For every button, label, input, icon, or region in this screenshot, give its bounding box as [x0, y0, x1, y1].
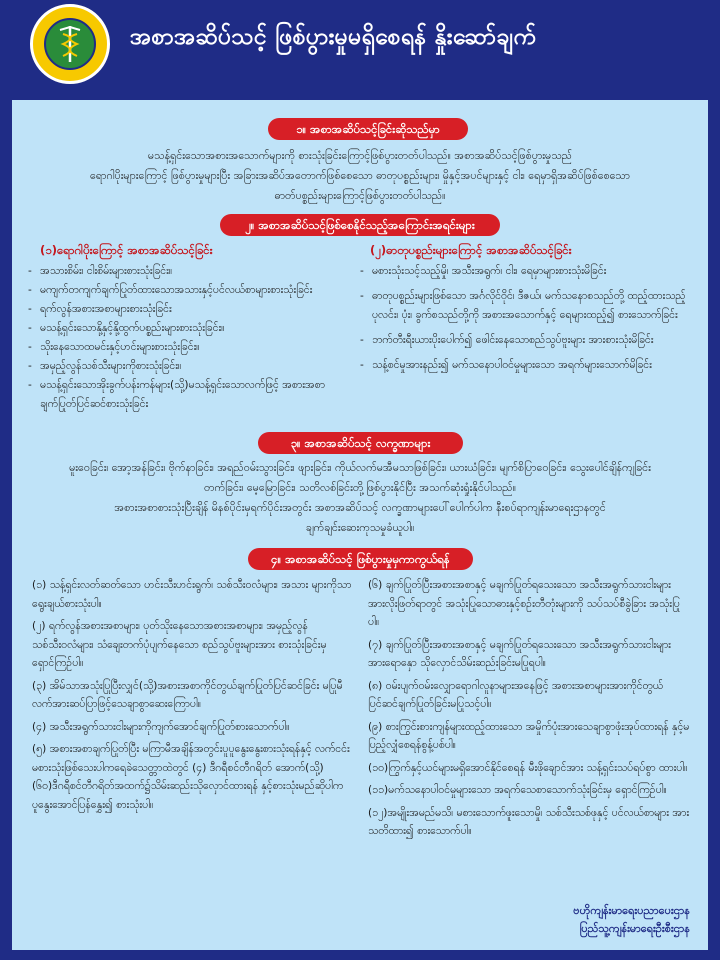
- list-item: - မကျက်တကျက်ချက်ပြုတ်ထားသောအသားနှင့်ပင်လယ်စာများစားသုံးခြင်း: [28, 281, 348, 300]
- footer-issuer: ဗဟိုကျန်းမာရေးပညာပေးဌာန: [573, 904, 690, 917]
- list-item: - မသန့်ရှင်းသောအိုးခွက်ပန်းကန်များ(သို့)မသန့်ရှင်းသောလက်ဖြင့် အစားအစာချက်ပြုတ်ပြင်ဆင်စားသုံးခြင်း: [28, 376, 348, 414]
- symptoms-line: အစားအစာစားသုံးပြီးချိန် မိနစ်ပိုင်းမှရက်ပိုင်းအတွင်း အစာအဆိပ်သင့် လက္ခဏာများပေါ်ပေါက်ပါက နီးစပ်ရာကျန်းမာရေးဌာနတွင်: [114, 501, 606, 514]
- column-heading-pathogen: (၁)ရောဂါပိုးကြောင့် အစာအဆိပ်သင့်ခြင်း: [40, 243, 213, 257]
- list-item: (၈) ဝမ်းပျက်ဝမ်းလျှောရောဂါလူနာများအနေဖြင့် အစားအစာများအားကိုင်တွယ် ပြင်ဆင်ချက်ပြုတ်ခြင်းမပြုသင့်ပါ။: [368, 679, 664, 710]
- list-item: (၆) ချက်ပြုတ်ပြီးအစားအစာနှင့် မချက်ပြုတ်ရသေးသော အသီးအရွက်သားငါးများ အားလိုးဖြတ်ရာတွင် အသုံးပြုသောဓားနှင့်စဉ်းတီတုံးများကို သပ်သပ်စီခွဲခြား အသုံးပြုပါ။: [368, 579, 680, 628]
- prevention-list-right: [368, 576, 690, 845]
- footer-department: ပြည်သူ့ကျန်းမာရေးဦးစီးဌာန: [579, 922, 690, 935]
- list-item: (၂) ရက်လွန်အစားအစာများ၊ ပုတ်သိုးနေသောအစားအစာများ၊ အမှည့်လွန် သစ်သီးဝလံများ၊ သံချေးတက်ပုံပျက်နေသော စည်သွပ်ဗူးများအား စားသုံးခြင်းမှရှောင်ကြဉ်ပါ။: [32, 620, 327, 669]
- list-item: - သန့်စင်မှုအားနည်း၍ မက်သနောပါဝင်မှုများသော အရက်များသောက်မိခြင်း: [360, 356, 690, 375]
- section-heading-definition: ၁။ အစာအဆိပ်သင့်ခြင်းဆိုသည်မှာ: [268, 118, 468, 140]
- list-item: - မသန့်ရှင်းသောနို့နှင့်နို့ထွက်ပစ္စည်းများစားသုံးခြင်း။: [28, 319, 348, 338]
- symptoms-paragraph: [30, 458, 690, 538]
- prevention-list-left: [32, 576, 352, 818]
- list-item: (၁၁)မက်သနောပါဝင်မှုများသော အရက်သေစာသောက်သုံးခြင်းမှ ရှောင်ကြဉ်ပါ။: [368, 784, 667, 796]
- header: [0, 0, 720, 90]
- caduceus-emblem-icon: [44, 18, 96, 70]
- ministry-logo: [30, 4, 110, 84]
- page-title: အစာအဆိပ်သင့် ဖြစ်ပွားမှုမရှိစေရန် နှိုးဆော်ချက်: [130, 24, 537, 50]
- definition-line: မသန့်ရှင်းသောအစားအသောက်များကို စားသုံးခြင်းကြောင့်ဖြစ်ပွားတတ်ပါသည်။ အစာအဆိပ်သင့်ဖြစ်ပွားမှုသည်: [147, 149, 573, 162]
- pathogen-cause-list: [28, 262, 348, 414]
- list-item: - အမှည့်လွန်သစ်သီးများကိုစားသုံးခြင်း။: [28, 357, 348, 376]
- symptoms-line: တက်ခြင်း၊ မေ့မြောခြင်း၊ သတိလစ်ခြင်းတို့ဖြစ်ပွားနိုင်ပြီး အသက်ဆုံးရှုံးနိုင်ပါသည်။: [203, 481, 516, 494]
- symptoms-line: ချက်ချင်းဆေးကုသမှုခံယူပါ။: [305, 521, 415, 534]
- section-heading-prevention: ၄။ အစာအဆိပ်သင့် ဖြစ်ပွားမှုမှကာကွယ်ရန်: [248, 548, 473, 570]
- list-item: - ဘက်တီးရီးယားပိုးပေါက်၍ ဖေါင်းနေသောစည်သွပ်ဗူးများ အားစားသုံးမိခြင်း: [360, 331, 690, 350]
- list-item: (၅) အစားအစာချက်ပြုတ်ပြီး မကြာမီအချိန်အတွင်းပူပူနွေးနွေးစားသုံးရန်နှင့် လက်ငင်းမစားသုံးဖြစ်သေးပါကရေခဲသေတ္တာထဲတွင် (၄) ဒီဂရီစင်တီဂရိတ် အောက်(သို့)(၆၀)ဒီဂရီစင်တီဂရိတ်အထက်၌သိမ်းဆည်းသိုလှောင်ထားရန် နှင့်စားသုံးမည်ဆိုပါက ပူနွေးအောင်ပြန်နွှေး၍ စားသုံးပါ။: [32, 743, 350, 811]
- list-item: (၁) သန့်ရှင်းလတ်ဆတ်သော ဟင်းသီးဟင်းရွက်၊ သစ်သီးဝလံများ၊ အသား များကိုသာရွေးချယ်စားသုံးပါ။: [32, 579, 352, 610]
- list-item: (၃) အိမ်သာအသုံးပြုပြီးလျှင်(သို့)အစားအစာကိုင်တွယ်ချက်ပြုတ်ပြင်ဆင်ခြင်း မပြုမီ လက်အားဆပ်ပြာဖြင့်သေချာစွာဆေးကြောပါ။: [32, 679, 343, 710]
- list-item: - သိုးနေသောထမင်းနှင့်ဟင်းများစားသုံးခြင်း။: [28, 338, 348, 357]
- list-item: (၉) စားကြွင်းစားကျန်များထည့်ထားသော အမှိုက်ပုံးအားသေချာစွာဖုံးအုပ်ထားရန် နှင့်မပြည့်လျှံစေရန်စွန့်ပစ်ပါ။: [368, 720, 690, 751]
- definition-paragraph: [30, 146, 690, 206]
- definition-line: ဓာတ်ပစ္စည်းများကြောင့်ဖြစ်ပွားတတ်ပါသည်။: [274, 189, 446, 202]
- list-item: - မစားသုံးသင့်သည့်မှို၊ အသီးအရွက်၊ ငါး၊ ရေမှာများစားသုံးမိခြင်း: [360, 262, 690, 281]
- column-heading-chemical: (၂)ဓာတုပစ္စည်းများကြောင့် အစာအဆိပ်သင့်ခြင်း: [370, 243, 572, 257]
- definition-line: ရောဂါပိုးများကြောင့် ဖြစ်ပွားမှုများပြီး အခြားအဆိပ်အတောက်ဖြစ်စေသော ဓာတုပစ္စည်းများ၊ မှိုနှင့်အပင်များနှင့် ငါး၊ ရေမှာရှိအဆိပ်ဖြစ်စေသော: [90, 169, 630, 182]
- list-item: (၇) ချက်ပြုတ်ပြီးအစားအစာနှင့် မချက်ပြုတ်ရသေးသော အသီးအရွက်သားငါးများ အားရောနှော သိုလှောင်သိမ်းဆည်းခြင်းမပြုရပါ။: [368, 638, 671, 669]
- list-item: - ရက်လွန်အစားအစာများစားသုံးခြင်း: [28, 300, 348, 319]
- list-item: - ဓာတုပစ္စည်းများဖြစ်သော အင်္ဂလိုင်ဝိုင်၊ ဒီဇယ်၊ မက်သနောစသည်တို့ ထည့်ထားသည့် ပုလင်း၊ ပုံး၊ ခွက်စသည်တို့ကို အစားအသောက်နှင့် ရေများထည့်၍ စားသောက်ခြင်း: [360, 287, 690, 325]
- symptoms-line: မူးဝေခြင်း၊ အော့အန်ခြင်း၊ ဗိုက်နာခြင်း၊ အရည်ဝမ်းသွားခြင်း၊ ဖျားခြင်း၊ ကိုယ်လက်မအီမသာဖြစ်ခြင်း၊ ယားယံခြင်း၊ မျက်စိပြာဝေခြင်း၊ သွေးပေါင်ချိန်ကျခြင်း: [69, 461, 651, 474]
- list-item: (၁၂)အမျိုးအမည်မသိ၊ မစားသောက်ဖူးသောမှို၊ သစ်သီးသစ်ဖုနှင့် ပင်လယ်စာများ အားသတိထား၍ စားသောက်ပါ။: [368, 806, 690, 837]
- section-heading-causes: ၂။ အစာအဆိပ်သင့်ဖြစ်စေနိုင်သည့်အကြောင်းအရင်းများ: [220, 214, 500, 236]
- list-item: (၁၀)ကြွက်နှင့်ယင်များမရှိအောင်နိုင်စေရန် မီးဖိုချောင်အား သန့်ရှင်းသပ်ရပ်စွာ ထားပါ။: [368, 761, 688, 774]
- list-item: - အသားစိမ်း၊ ငါးစိမ်းများစားသုံးခြင်း။: [28, 262, 348, 281]
- chemical-cause-list: [360, 262, 690, 375]
- section-heading-symptoms: ၃။ အစာအဆိပ်သင့် လက္ခဏာများ: [258, 432, 463, 454]
- list-item: (၄) အသီးအရွက်သားငါးများကိုကျက်အောင်ချက်ပြုတ်စားသောက်ပါ။: [32, 720, 290, 733]
